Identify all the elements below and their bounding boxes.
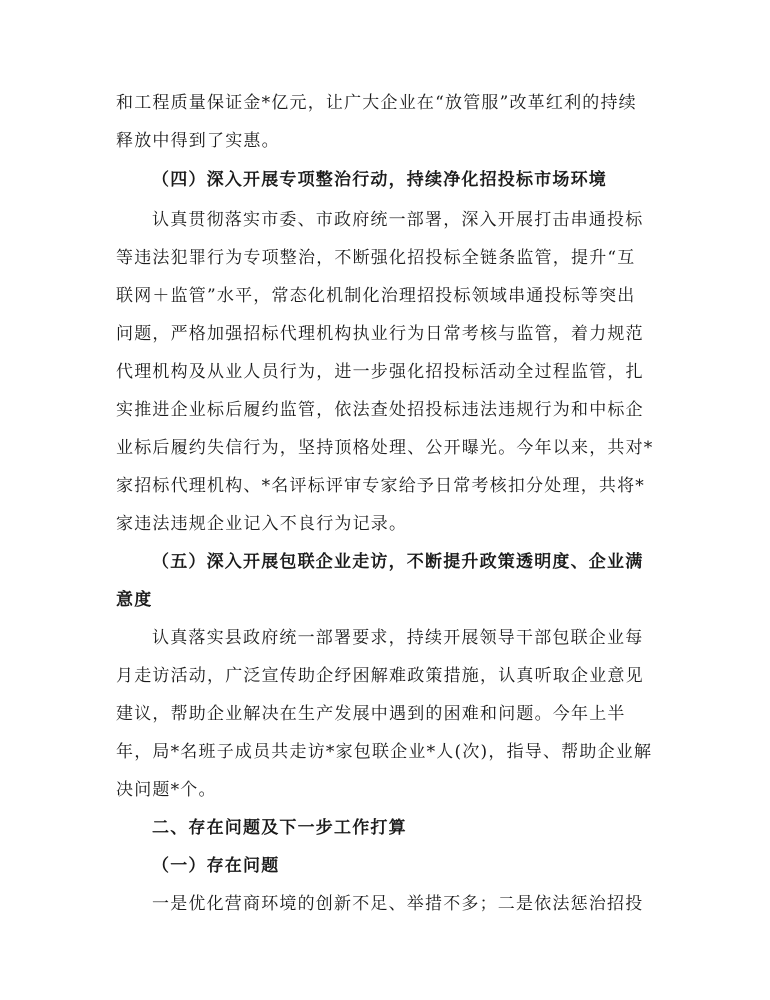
section-heading-4: （四）深入开展专项整治行动，持续净化招投标市场环境 (152, 170, 607, 190)
body-text-line: 等违法犯罪行为专项整治，不断强化招投标全链条监管，提升“互 (116, 248, 636, 268)
body-text-line: 问题，严格加强招标代理机构执业行为日常考核与监管，着力规范 (116, 324, 644, 344)
section-heading-5-cont: 意度 (116, 590, 153, 610)
body-text-line: 联网＋监管”水平，常态化机制化治理招投标领域串通投标等突出 (116, 286, 636, 306)
section-heading-5: （五）深入开展包联企业走访，不断提升政策透明度、企业满 (152, 552, 644, 572)
body-text-line: 代理机构及从业人员行为，进一步强化招投标活动全过程监管，扎 (116, 362, 644, 382)
body-text-line: 和工程质量保证金*亿元，让广大企业在“放管服”改革红利的持续 (116, 93, 637, 113)
body-text-line: 业标后履约失信行为，坚持顶格处理、公开曝光。今年以来，共对* (116, 438, 654, 458)
body-text-line: 实推进企业标后履约监管，依法查处招投标违法违规行为和中标企 (116, 400, 644, 420)
body-text-line: 认真落实县政府统一部署要求，持续开展领导干部包联企业每 (152, 628, 644, 648)
body-text-line: 年，局*名班子成员共走访*家包联企业*人(次)，指导、帮助企业解 (116, 742, 653, 762)
body-text-line: 决问题*个。 (116, 780, 217, 800)
body-text-line: 家招标代理机构、*名评标评审专家给予日常考核扣分处理，共将* (116, 476, 645, 496)
body-text-line: 一是优化营商环境的创新不足、举措不多；二是依法惩治招投 (152, 894, 644, 914)
body-text-line: 月走访活动，广泛宣传助企纾困解难政策措施，认真听取企业意见 (116, 666, 644, 686)
body-text-line: 家违法违规企业记入不良行为记录。 (116, 514, 408, 534)
body-text-line: 释放中得到了实惠。 (116, 131, 280, 151)
body-text-line: 建议，帮助企业解决在生产发展中遇到的困难和问题。今年上半 (116, 704, 626, 724)
subsection-title-1: （一）存在问题 (152, 856, 280, 876)
section-title-2: 二、存在问题及下一步工作打算 (152, 818, 407, 838)
body-text-line: 认真贯彻落实市委、市政府统一部署，深入开展打击串通投标 (152, 210, 644, 230)
